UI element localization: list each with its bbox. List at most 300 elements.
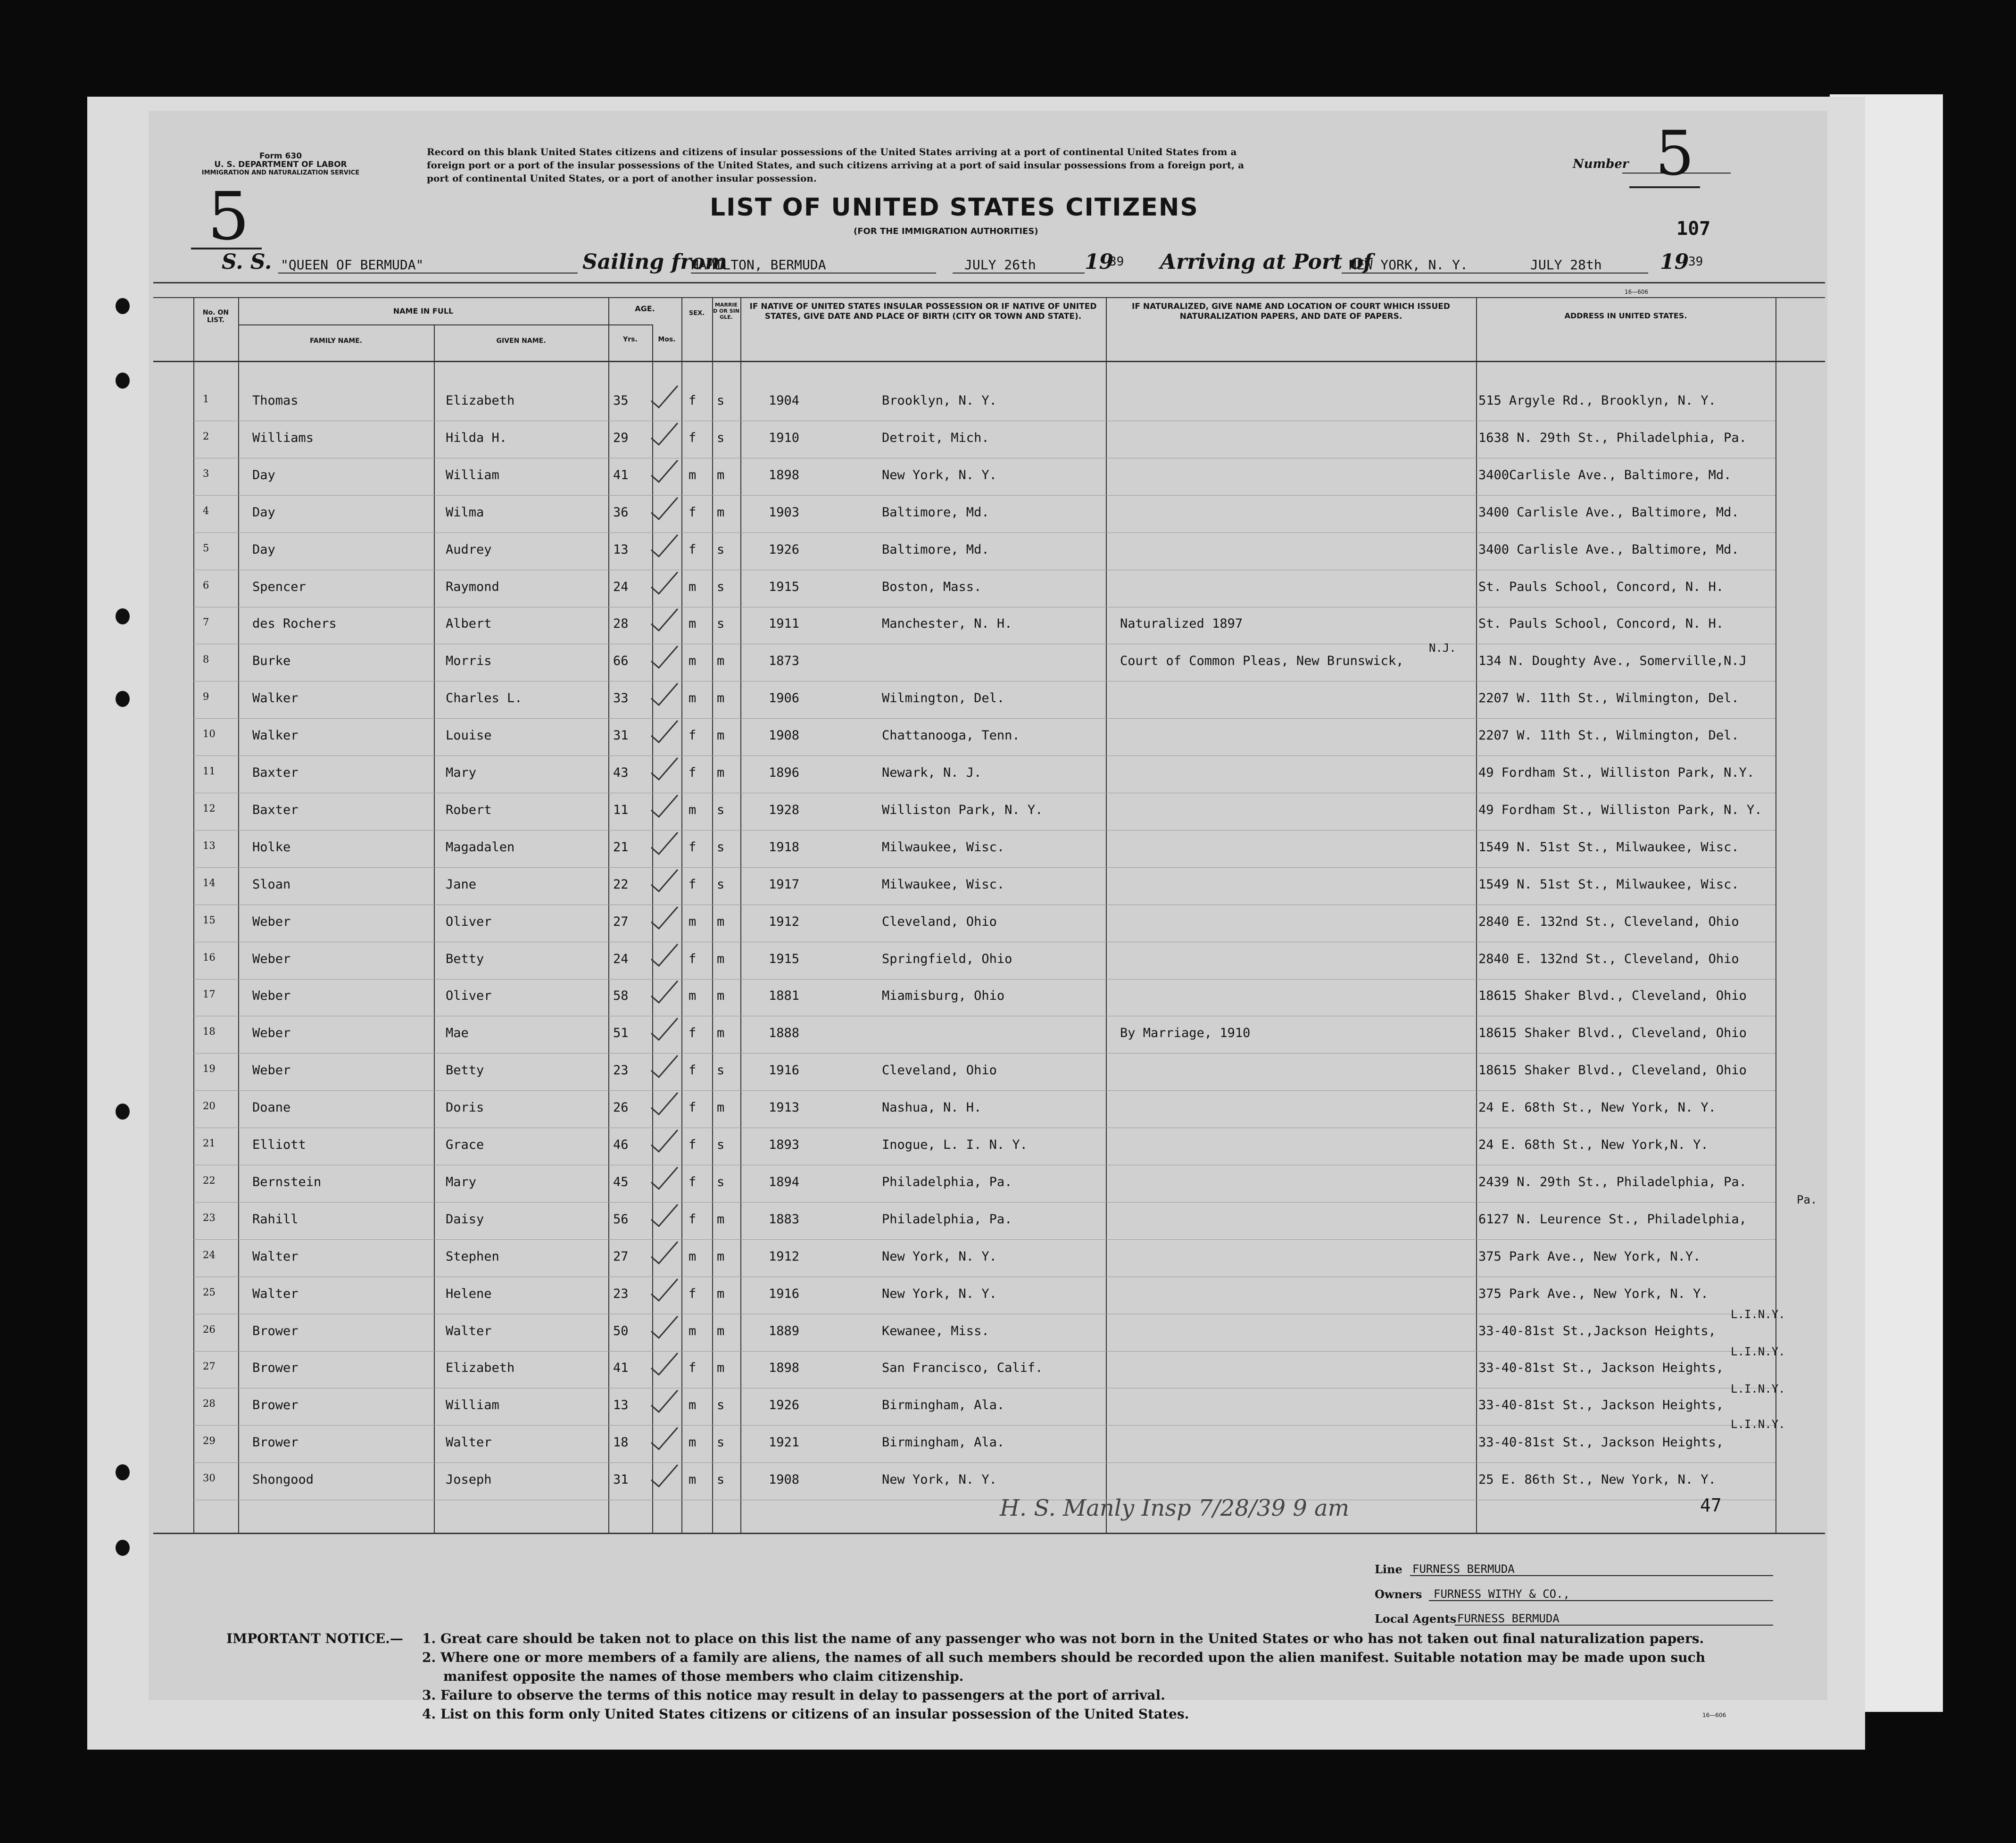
age-years: 58 xyxy=(613,988,629,1004)
naturalization: Naturalized 1897 xyxy=(1120,616,1243,631)
given-name: Robert xyxy=(446,802,492,817)
birth-place: Baltimore, Md. xyxy=(882,542,989,557)
birth-place: San Francisco, Calif. xyxy=(882,1361,1043,1376)
given-name: Mary xyxy=(446,765,477,780)
sex: m xyxy=(689,1472,697,1487)
sex: f xyxy=(689,393,697,408)
check-mark-icon xyxy=(648,1462,681,1490)
col-divider xyxy=(740,297,741,1533)
intro-line: port of continental United States, or a port of another insular possession. xyxy=(427,173,817,184)
marital-status: m xyxy=(717,988,725,1004)
col-header-given: GIVEN NAME. xyxy=(496,337,546,345)
birth-year: 1903 xyxy=(769,505,800,520)
age-years: 23 xyxy=(613,1063,629,1078)
page-subtitle: (FOR THE IMMIGRATION AUTHORITIES) xyxy=(854,226,1038,236)
address: 49 Fordham St., Williston Park, N.Y. xyxy=(1478,765,1755,780)
address: St. Pauls School, Concord, N. H. xyxy=(1478,579,1724,594)
arrival-year: 39 xyxy=(1688,255,1703,269)
row-divider xyxy=(193,1462,1775,1463)
address: 18615 Shaker Blvd., Cleveland, Ohio xyxy=(1478,988,1747,1004)
check-mark-icon xyxy=(648,867,681,895)
liny-note: L.I.N.Y. xyxy=(1731,1345,1785,1358)
given-name: Joseph xyxy=(446,1472,492,1487)
birth-place: Baltimore, Md. xyxy=(882,505,989,520)
form-number: Form 630 xyxy=(259,151,302,161)
row-divider xyxy=(193,532,1775,533)
row-number: 22 xyxy=(203,1174,216,1186)
address: 33-40-81st St., Jackson Heights, xyxy=(1478,1435,1724,1450)
given-name: William xyxy=(446,1398,499,1413)
given-name: Charles L. xyxy=(446,691,523,706)
given-name: Jane xyxy=(446,877,477,892)
family-name: Walter xyxy=(252,1286,299,1301)
family-name: Sloan xyxy=(252,877,291,892)
birth-place: Chattanooga, Tenn. xyxy=(882,728,1020,743)
binder-hole xyxy=(116,1464,130,1480)
sex: f xyxy=(689,1286,697,1301)
row-number: 25 xyxy=(203,1286,216,1298)
col-divider xyxy=(1476,297,1477,1533)
family-name: Day xyxy=(252,505,275,520)
line-value: FURNESS BERMUDA xyxy=(1412,1562,1515,1576)
age-years: 33 xyxy=(613,691,629,706)
birth-year: 1889 xyxy=(769,1323,800,1338)
address: 24 E. 68th St., New York,N. Y. xyxy=(1478,1137,1709,1152)
family-name: Day xyxy=(252,467,275,482)
arrival-date: JULY 28th xyxy=(1530,257,1602,273)
given-name: Grace xyxy=(446,1137,484,1152)
marital-status: s xyxy=(717,1398,725,1413)
check-mark-icon xyxy=(648,457,681,486)
age-years: 21 xyxy=(613,839,629,855)
birth-year: 1926 xyxy=(769,1398,800,1413)
family-name: Elliott xyxy=(252,1137,306,1152)
address: 1549 N. 51st St., Milwaukee, Wisc. xyxy=(1478,839,1739,855)
age-years: 31 xyxy=(613,728,629,743)
check-mark-icon xyxy=(648,420,681,448)
marital-status: s xyxy=(717,542,725,557)
check-mark-icon xyxy=(648,978,681,1006)
family-name: Weber xyxy=(252,988,291,1004)
marital-status: m xyxy=(717,1212,725,1227)
marital-status: s xyxy=(717,393,725,408)
address: 25 E. 86th St., New York, N. Y. xyxy=(1478,1472,1716,1487)
sex: f xyxy=(689,1361,697,1376)
row-number: 29 xyxy=(203,1435,216,1447)
sex: m xyxy=(689,654,697,669)
age-years: 13 xyxy=(613,1398,629,1413)
row-number: 6 xyxy=(203,579,209,591)
marital-status: s xyxy=(717,1435,725,1450)
liny-note: L.I.N.Y. xyxy=(1731,1418,1785,1431)
age-years: 31 xyxy=(613,1472,629,1487)
birth-place: New York, N. Y. xyxy=(882,1249,997,1264)
check-mark-icon xyxy=(648,755,681,783)
birth-place: Brooklyn, N. Y. xyxy=(882,393,997,408)
birth-place: Springfield, Ohio xyxy=(882,951,1012,966)
age-years: 41 xyxy=(613,467,629,482)
birth-place: New York, N. Y. xyxy=(882,467,997,482)
naturalization: By Marriage, 1910 xyxy=(1120,1026,1251,1041)
address: 2207 W. 11th St., Wilmington, Del. xyxy=(1478,691,1739,706)
row-number: 10 xyxy=(203,728,216,740)
marital-status: s xyxy=(717,877,725,892)
age-years: 11 xyxy=(613,802,629,817)
row-number: 4 xyxy=(203,505,209,516)
given-name: Louise xyxy=(446,728,492,743)
birth-place: New York, N. Y. xyxy=(882,1286,997,1301)
ship-name: "QUEEN OF BERMUDA" xyxy=(281,257,424,273)
notice-item: 1. Great care should be taken not to place on this list the name of any passenger who was not born in the United States or who has not taken out final naturalization papers. xyxy=(422,1631,1704,1646)
binder-hole xyxy=(116,1540,130,1556)
sex: m xyxy=(689,802,697,817)
birth-year: 1898 xyxy=(769,467,800,482)
check-mark-icon xyxy=(648,569,681,598)
address: 375 Park Ave., New York, N. Y. xyxy=(1478,1286,1709,1301)
check-mark-icon xyxy=(648,1425,681,1453)
col-divider xyxy=(681,297,682,1533)
notice-item: 2. Where one or more members of a family are aliens, the names of all such members should be recorded upon the alien manifest. Suitable notation may be made upon such xyxy=(422,1650,1706,1665)
sex: m xyxy=(689,914,697,929)
family-name: Spencer xyxy=(252,579,306,594)
sex: m xyxy=(689,1249,697,1264)
age-years: 29 xyxy=(613,430,629,445)
col-header-native: IF NATIVE OF UNITED STATES INSULAR POSSESSION OR IF NATIVE OF UNITED STATES, GIVE DATE AND PLACE OF BIRTH (CITY OR TOWN AND STATE). xyxy=(749,302,1097,321)
marital-status: s xyxy=(717,802,725,817)
birth-place: Miamisburg, Ohio xyxy=(882,988,1005,1004)
family-name: Baxter xyxy=(252,765,299,780)
address: 515 Argyle Rd., Brooklyn, N. Y. xyxy=(1478,393,1716,408)
pa-suffix: Pa. xyxy=(1797,1193,1817,1206)
col-header-naturalized: IF NATURALIZED, GIVE NAME AND LOCATION OF COURT WHICH ISSUED NATURALIZATION PAPERS, AND DATE OF PAPERS. xyxy=(1132,302,1450,321)
birth-year: 1918 xyxy=(769,839,800,855)
arrival-underline xyxy=(1342,273,1648,274)
binder-hole xyxy=(116,608,130,624)
birth-place: Williston Park, N. Y. xyxy=(882,802,1043,817)
age-years: 56 xyxy=(613,1212,629,1227)
row-number: 11 xyxy=(203,765,216,777)
sex: f xyxy=(689,765,697,780)
birth-place: Nashua, N. H. xyxy=(882,1100,982,1115)
naturalization: Court of Common Pleas, New Brunswick, xyxy=(1120,654,1404,669)
birth-year: 1881 xyxy=(769,988,800,1004)
col-divider xyxy=(193,297,194,1533)
table-top-border xyxy=(153,282,1825,283)
row-number: 13 xyxy=(203,839,216,851)
col-divider xyxy=(712,297,713,1533)
notice-item: 4. List on this form only United States citizens or citizens of an insular possession of the United States. xyxy=(422,1706,1189,1722)
given-name: Oliver xyxy=(446,988,492,1004)
sex: f xyxy=(689,505,697,520)
sex: m xyxy=(689,691,697,706)
birth-year: 1873 xyxy=(769,654,800,669)
family-name: Holke xyxy=(252,839,291,855)
age-years: 41 xyxy=(613,1361,629,1376)
marital-status: m xyxy=(717,1100,725,1115)
given-name: Magadalen xyxy=(446,839,515,855)
sailing-year: 39 xyxy=(1109,255,1124,269)
birth-place: Birmingham, Ala. xyxy=(882,1398,1005,1413)
given-name: Audrey xyxy=(446,542,492,557)
row-number: 17 xyxy=(203,988,216,1000)
birth-place: Milwaukee, Wisc. xyxy=(882,877,1005,892)
marital-status: m xyxy=(717,765,725,780)
birth-year: 1917 xyxy=(769,877,800,892)
year-prefix: 19 xyxy=(1085,250,1114,274)
notice-item: 3. Failure to observe the terms of this notice may result in delay to passengers at the port of arrival. xyxy=(422,1687,1165,1703)
age-subheader-line xyxy=(608,324,653,325)
given-name: Elizabeth xyxy=(446,1361,515,1376)
sex: m xyxy=(689,579,697,594)
birth-place: Inogue, L. I. N. Y. xyxy=(882,1137,1028,1152)
age-years: 36 xyxy=(613,505,629,520)
sex: f xyxy=(689,1174,697,1189)
row-number: 12 xyxy=(203,802,216,814)
row-divider xyxy=(193,1425,1775,1426)
liny-note: L.I.N.Y. xyxy=(1731,1382,1785,1395)
marital-status: m xyxy=(717,728,725,743)
sailing-from-underline xyxy=(691,273,936,274)
age-years: 27 xyxy=(613,1249,629,1264)
col-divider xyxy=(238,297,239,1533)
check-mark-icon xyxy=(648,1202,681,1230)
col-header-sex: SEX. xyxy=(689,310,705,317)
row-number: 3 xyxy=(203,467,209,479)
family-name: Baxter xyxy=(252,802,299,817)
birth-year: 1908 xyxy=(769,728,800,743)
birth-year: 1908 xyxy=(769,1472,800,1487)
age-years: 43 xyxy=(613,765,629,780)
check-mark-icon xyxy=(648,1015,681,1044)
age-years: 18 xyxy=(613,1435,629,1450)
birth-place: Kewanee, Miss. xyxy=(882,1323,989,1338)
address: 18615 Shaker Blvd., Cleveland, Ohio xyxy=(1478,1026,1747,1041)
marital-status: m xyxy=(717,914,725,929)
sex: f xyxy=(689,1212,697,1227)
birth-year: 1921 xyxy=(769,1435,800,1450)
sex: m xyxy=(689,1435,697,1450)
sailing-from-port: HAMILTON, BERMUDA xyxy=(691,257,826,273)
intro-text xyxy=(427,145,1244,185)
marital-status: s xyxy=(717,1472,725,1487)
marital-status: s xyxy=(717,579,725,594)
age-years: 27 xyxy=(613,914,629,929)
address: 3400Carlisle Ave., Baltimore, Md. xyxy=(1478,467,1732,482)
marital-status: m xyxy=(717,1323,725,1338)
check-mark-icon xyxy=(648,830,681,858)
table-header-top xyxy=(153,297,1825,298)
row-number: 24 xyxy=(203,1249,216,1261)
birth-place: New York, N. Y. xyxy=(882,1472,997,1487)
given-name: Walter xyxy=(446,1435,492,1450)
family-name: des Rochers xyxy=(252,616,337,631)
age-years: 13 xyxy=(613,542,629,557)
family-name: Walker xyxy=(252,691,299,706)
family-name: Walker xyxy=(252,728,299,743)
given-name: Walter xyxy=(446,1323,492,1338)
col-header-mos: Mos. xyxy=(658,336,676,343)
age-years: 46 xyxy=(613,1137,629,1152)
birth-place: Cleveland, Ohio xyxy=(882,914,997,929)
birth-place: Cleveland, Ohio xyxy=(882,1063,997,1078)
row-number: 16 xyxy=(203,951,216,963)
row-number: 2 xyxy=(203,430,209,442)
check-mark-icon xyxy=(648,383,681,411)
sailing-date-underline xyxy=(953,273,1085,274)
sex: f xyxy=(689,728,697,743)
intro-line: Record on this blank United States citizens and citizens of insular possessions of the United States arriving at a port of continental United States from a xyxy=(427,146,1237,158)
check-mark-icon xyxy=(648,1164,681,1193)
row-divider xyxy=(193,1351,1775,1352)
family-name: Shongood xyxy=(252,1472,314,1487)
address: 3400 Carlisle Ave., Baltimore, Md. xyxy=(1478,542,1739,557)
given-name: Betty xyxy=(446,951,484,966)
given-name: William xyxy=(446,467,499,482)
check-mark-icon xyxy=(648,532,681,560)
check-mark-icon xyxy=(648,1350,681,1378)
row-number: 7 xyxy=(203,616,209,628)
check-mark-icon xyxy=(648,792,681,821)
age-years: 66 xyxy=(613,654,629,669)
row-number: 20 xyxy=(203,1100,216,1112)
marital-status: s xyxy=(717,430,725,445)
given-name: Elizabeth xyxy=(446,393,515,408)
col-header-no: No. ON LIST. xyxy=(202,309,229,324)
birth-place: Detroit, Mich. xyxy=(882,430,989,445)
check-mark-icon xyxy=(648,643,681,672)
check-mark-icon xyxy=(648,941,681,970)
liny-note: L.I.N.Y. xyxy=(1731,1308,1785,1321)
marital-status: m xyxy=(717,1026,725,1041)
marital-status: s xyxy=(717,1063,725,1078)
check-mark-icon xyxy=(648,904,681,932)
check-mark-icon xyxy=(648,1276,681,1304)
sex: f xyxy=(689,1100,697,1115)
row-number: 18 xyxy=(203,1026,216,1038)
page-number: 107 xyxy=(1676,218,1711,240)
marital-status: s xyxy=(717,1174,725,1189)
birth-year: 1896 xyxy=(769,765,800,780)
given-name: Raymond xyxy=(446,579,499,594)
birth-year: 1898 xyxy=(769,1361,800,1376)
number-value: 5 xyxy=(1655,117,1694,189)
birth-place: Newark, N. J. xyxy=(882,765,982,780)
col-header-married: MARRIED OR SINGLE. xyxy=(713,302,739,320)
age-years: 35 xyxy=(613,393,629,408)
address: 33-40-81st St., Jackson Heights, xyxy=(1478,1398,1724,1413)
given-name: Wilma xyxy=(446,505,484,520)
col-divider xyxy=(608,297,609,1533)
given-name: Oliver xyxy=(446,914,492,929)
big-number-underline xyxy=(191,248,262,249)
address: 2207 W. 11th St., Wilmington, Del. xyxy=(1478,728,1739,743)
row-divider xyxy=(193,495,1775,496)
number-handwritten-underline xyxy=(1629,186,1700,188)
check-mark-icon xyxy=(648,1127,681,1155)
row-number: 1 xyxy=(203,393,209,405)
address: St. Pauls School, Concord, N. H. xyxy=(1478,616,1724,631)
address: 18615 Shaker Blvd., Cleveland, Ohio xyxy=(1478,1063,1747,1078)
marital-status: m xyxy=(717,1249,725,1264)
marital-status: m xyxy=(717,654,725,669)
marital-status: m xyxy=(717,505,725,520)
sex: f xyxy=(689,951,697,966)
intro-line: foreign port or a port of the insular possessions of the United States, and such citizens arriving at a port of said insular possessions from a foreign port, a xyxy=(427,159,1244,171)
given-name: Doris xyxy=(446,1100,484,1115)
check-mark-icon xyxy=(648,1313,681,1342)
sex: m xyxy=(689,1398,697,1413)
check-mark-icon xyxy=(648,606,681,634)
row-number: 30 xyxy=(203,1472,216,1484)
birth-year: 1913 xyxy=(769,1100,800,1115)
age-years: 28 xyxy=(613,616,629,631)
binder-hole xyxy=(116,298,130,314)
row-number: 27 xyxy=(203,1361,216,1372)
agents-label: Local Agents xyxy=(1375,1612,1457,1626)
binder-hole xyxy=(116,1104,130,1120)
marital-status: m xyxy=(717,951,725,966)
age-years: 24 xyxy=(613,951,629,966)
col-divider xyxy=(1106,297,1107,1533)
row-number: 26 xyxy=(203,1323,216,1335)
nj-suffix: N.J. xyxy=(1429,641,1456,655)
row-divider xyxy=(193,718,1775,719)
marital-status: m xyxy=(717,467,725,482)
row-divider xyxy=(193,1202,1775,1203)
row-number: 9 xyxy=(203,691,209,703)
family-name: Day xyxy=(252,542,275,557)
ss-label: S. S. xyxy=(222,250,272,274)
col-header-family: FAMILY NAME. xyxy=(309,337,363,345)
owners-value: FURNESS WITHY & CO., xyxy=(1434,1587,1570,1601)
family-name: Walter xyxy=(252,1249,299,1264)
service-name: IMMIGRATION AND NATURALIZATION SERVICE xyxy=(201,169,360,176)
sex: f xyxy=(689,542,697,557)
year-prefix: 19 xyxy=(1660,250,1689,274)
marital-status: s xyxy=(717,839,725,855)
arriving-label: Arriving at Port of xyxy=(1160,250,1373,274)
sex: f xyxy=(689,1026,697,1041)
family-name: Thomas xyxy=(252,393,299,408)
address: 2840 E. 132nd St., Cleveland, Ohio xyxy=(1478,914,1739,929)
line-label: Line xyxy=(1375,1562,1402,1576)
marital-status: s xyxy=(717,616,725,631)
form-id-block xyxy=(196,152,365,177)
address: 375 Park Ave., New York, N.Y. xyxy=(1478,1249,1701,1264)
passenger-count: 47 xyxy=(1700,1495,1722,1516)
col-header-yrs: Yrs. xyxy=(623,336,638,343)
birth-place: Milwaukee, Wisc. xyxy=(882,839,1005,855)
department-name: U. S. DEPARTMENT OF LABOR xyxy=(214,160,347,169)
address: 6127 N. Leurence St., Philadelphia, xyxy=(1478,1212,1747,1227)
row-number: 5 xyxy=(203,542,209,554)
inspector-signature: H. S. Manly Insp 7/28/39 9 am xyxy=(1000,1495,1350,1521)
age-years: 22 xyxy=(613,877,629,892)
footer-printer-mark: 16—606 xyxy=(1702,1712,1726,1718)
row-divider xyxy=(193,1239,1775,1240)
family-name: Brower xyxy=(252,1323,299,1338)
age-years: 24 xyxy=(613,579,629,594)
family-name: Brower xyxy=(252,1361,299,1376)
birth-place: Wilmington, Del. xyxy=(882,691,1005,706)
age-years: 23 xyxy=(613,1286,629,1301)
check-mark-icon xyxy=(648,1387,681,1416)
marital-status: m xyxy=(717,691,725,706)
row-number: 23 xyxy=(203,1212,216,1223)
birth-place: Birmingham, Ala. xyxy=(882,1435,1005,1450)
family-name: Weber xyxy=(252,1026,291,1041)
sex: f xyxy=(689,430,697,445)
